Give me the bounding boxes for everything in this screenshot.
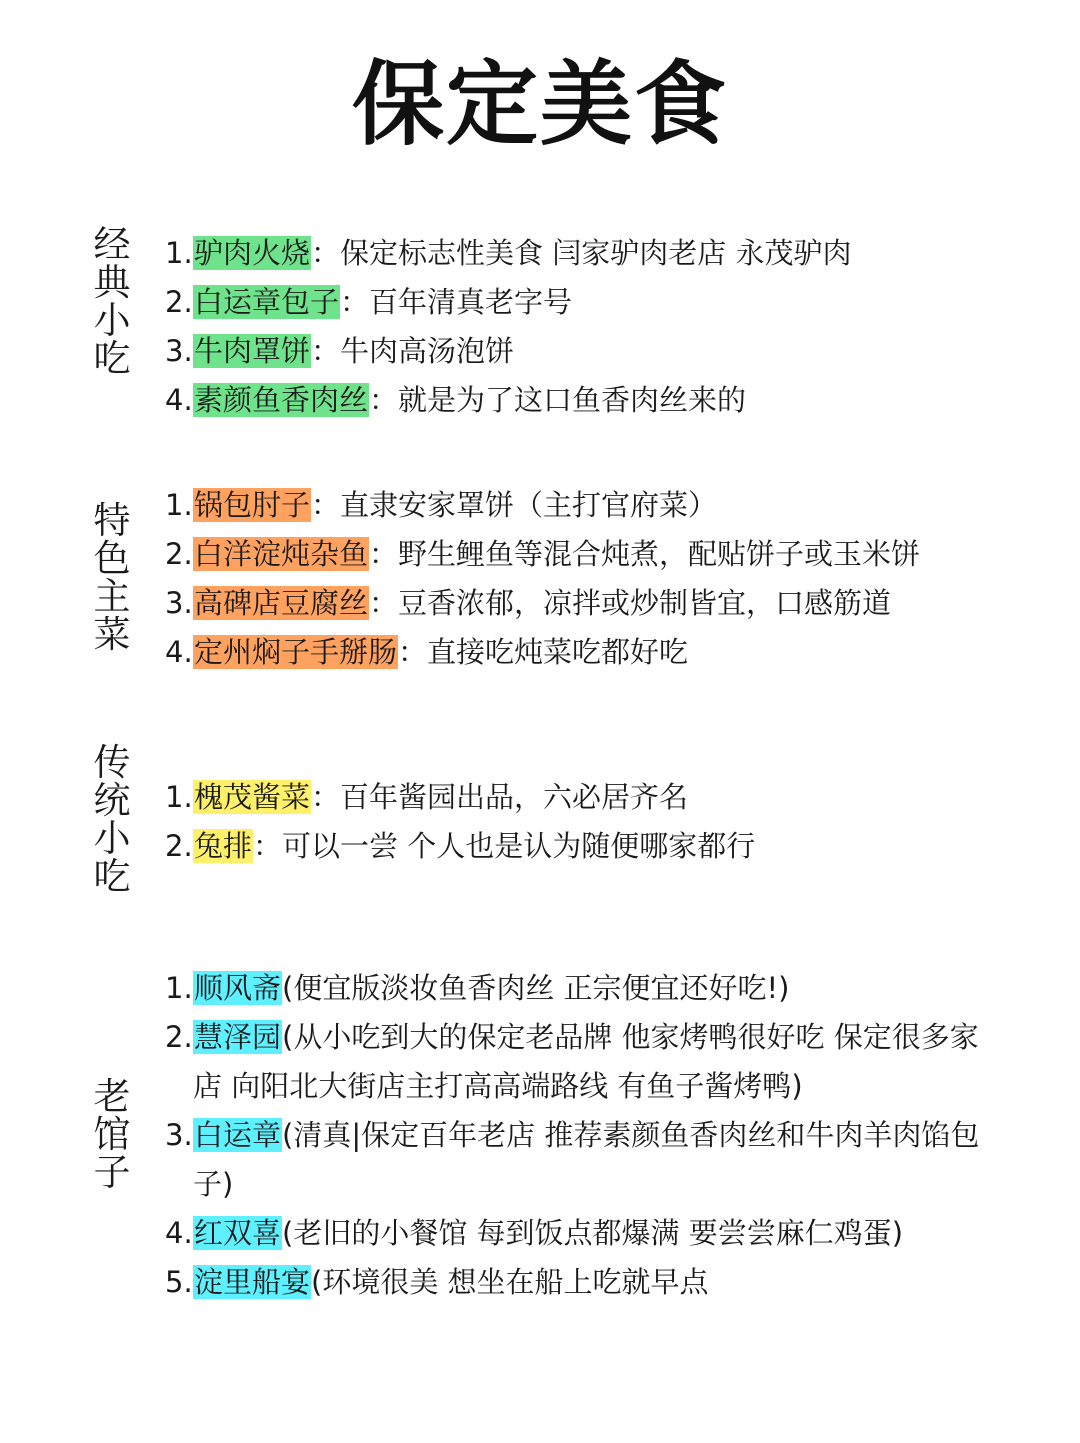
list-item: 2.慧泽园(从小吃到大的保定老品牌 他家烤鸭很好吃 保定很多家店 向阳北大街店主打高高端路线 有鱼子酱烤鸭) [165,1020,979,1103]
dish-name: 素颜鱼香肉丝 [194,383,369,417]
dish-desc: ：直接吃炖菜吃都好吃 [398,635,689,669]
dish-desc: ：可以一尝 个人也是认为随便哪家都行 [253,829,756,863]
section-label: 经 典 小 吃 [93,223,131,380]
list-item: 4.素颜鱼香肉丝：就是为了这口鱼香肉丝来的 [165,383,747,417]
restaurant-desc: (从小吃到大的保定老品牌 他家烤鸭很好吃 保定很多家店 向阳北大街店主打高高端路线 有鱼子酱烤鸭) [193,1020,979,1103]
restaurant-name: 顺风斋 [194,971,282,1005]
list-item: 3.白运章(清真|保定百年老店 推荐素颜鱼香肉丝和牛肉羊肉馅包子) [165,1118,980,1201]
dish-desc: ：百年清真老字号 [340,285,573,319]
page-title: 保定美食 [351,51,728,158]
list-item: 2.白洋淀炖杂鱼：野生鲤鱼等混合炖煮，配贴饼子或玉米饼 [165,537,921,571]
dish-desc: ：豆香浓郁，凉拌或炒制皆宜，口感筋道 [369,586,892,620]
dish-name: 锅包肘子 [194,488,311,522]
section-label: 传 统 小 吃 [93,741,131,898]
dish-desc: ：百年酱园出品，六必居齐名 [311,780,689,814]
dish-desc: ：牛肉高汤泡饼 [311,334,515,368]
dish-name: 牛肉罩饼 [194,334,311,368]
list-item: 1.锅包肘子：直隶安家罩饼（主打官府菜） [165,488,718,522]
item-list [165,481,1045,677]
list-item: 1.驴肉火烧：保定标志性美食 闫家驴肉老店 永茂驴肉 [165,236,852,270]
restaurant-name: 淀里船宴 [194,1265,311,1299]
restaurant-desc: (便宜版淡妆鱼香肉丝 正宗便宜还好吃!) [282,971,790,1005]
item-list [165,964,985,1307]
list-item: 2.兔排：可以一尝 个人也是认为随便哪家都行 [165,829,756,863]
list-item: 2.白运章包子：百年清真老字号 [165,285,573,319]
dish-desc: ：保定标志性美食 闫家驴肉老店 永茂驴肉 [311,236,852,270]
item-list [165,773,1045,871]
dish-name: 白洋淀炖杂鱼 [194,537,369,571]
list-item: 5.淀里船宴(环境很美 想坐在船上吃就早点 [165,1265,709,1299]
dish-name: 定州焖子手掰肠 [194,635,398,669]
dish-name: 槐茂酱菜 [194,780,311,814]
dish-desc: ：直隶安家罩饼（主打官府菜） [311,488,718,522]
section-label: 特 色 主 菜 [93,499,131,656]
dish-name: 驴肉火烧 [194,236,311,270]
list-item: 4.定州焖子手掰肠：直接吃炖菜吃都好吃 [165,635,689,669]
dish-name: 白运章包子 [194,285,340,319]
list-item: 1.槐茂酱菜：百年酱园出品，六必居齐名 [165,780,689,814]
restaurant-name: 白运章 [194,1118,282,1152]
restaurant-name: 慧泽园 [194,1020,282,1054]
list-item: 3.高碑店豆腐丝：豆香浓郁，凉拌或炒制皆宜，口感筋道 [165,586,892,620]
dish-name: 兔排 [194,829,253,863]
dish-name: 高碑店豆腐丝 [194,586,369,620]
list-item: 3.牛肉罩饼：牛肉高汤泡饼 [165,334,515,368]
dish-desc: ：野生鲤鱼等混合炖煮，配贴饼子或玉米饼 [369,537,921,571]
restaurant-desc: (清真|保定百年老店 推荐素颜鱼香肉丝和牛肉羊肉馅包子) [193,1118,980,1201]
restaurant-desc: (环境很美 想坐在船上吃就早点 [311,1265,709,1299]
restaurant-name: 红双喜 [194,1216,282,1250]
list-item: 4.红双喜(老旧的小餐馆 每到饭点都爆满 要尝尝麻仁鸡蛋) [165,1216,904,1250]
dish-desc: ：就是为了这口鱼香肉丝来的 [369,383,747,417]
item-list [165,229,1045,425]
list-item: 1.顺风斋(便宜版淡妆鱼香肉丝 正宗便宜还好吃!) [165,971,790,1005]
restaurant-desc: (老旧的小餐馆 每到饭点都爆满 要尝尝麻仁鸡蛋) [282,1216,904,1250]
section-label: 老 馆 子 [93,1075,131,1194]
